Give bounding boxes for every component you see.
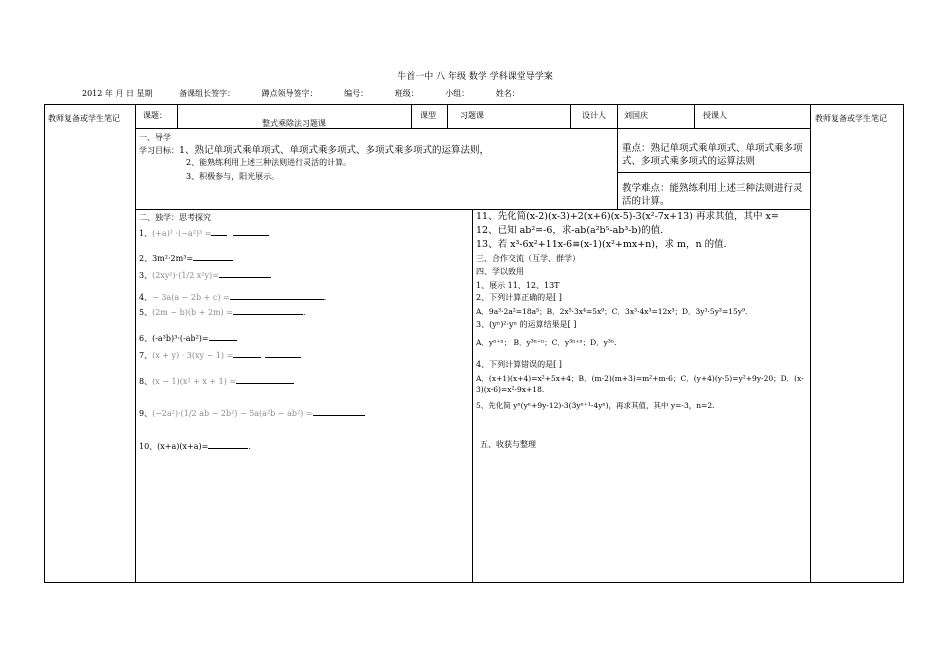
q3-blank[interactable] <box>219 277 271 278</box>
grid-line <box>694 104 695 128</box>
goal-row-1 <box>139 144 489 157</box>
grid-line <box>810 104 811 583</box>
q1-blank-a[interactable] <box>211 235 227 236</box>
q10-text: 10、(x+a)(x+a)= <box>139 442 209 451</box>
q9-blank[interactable] <box>313 415 365 416</box>
q2 <box>139 253 233 264</box>
q4-blank[interactable] <box>230 299 324 300</box>
goal-3: 3、积极参与，阳光展示。 <box>186 172 280 181</box>
q1 <box>139 228 269 239</box>
designer-label: 设计人 <box>582 111 606 120</box>
meta-name: 姓名： <box>495 89 520 98</box>
q6-text: 6、(-a³b)³·(-ab²)= <box>139 334 209 343</box>
mc-correct-options: A．9a³·2a²=18a⁵；B．2x⁵·3x⁴=5x⁹；C．3x³·4x³=12x³；D．3y³·5y³=15y⁹. <box>476 307 748 316</box>
mc-power-stem: 3、(yⁿ)²·yⁿ 的运算结果是[ ] <box>476 320 577 329</box>
meta-date: 2012 年 月 日 星期 <box>82 89 153 98</box>
q3-expression: (2xy²)·(1/2 x²y)= <box>152 271 219 280</box>
section-4-heading: 四、学以致用 <box>476 267 524 276</box>
type-label: 课型 <box>420 111 436 120</box>
q5-number: 5、 <box>139 308 153 317</box>
teacher-label: 授课人 <box>703 111 727 120</box>
mc-wrong-stem: 4、下列计算错误的是[ ] <box>476 360 562 369</box>
q4-expression: − 3a(a − 2b + c) = <box>152 293 230 302</box>
grid-line <box>447 104 448 128</box>
goal-label: 学习目标： <box>139 146 179 155</box>
meta-group-leader: 备课组长签字： <box>179 89 236 98</box>
q3-number: 3、 <box>139 271 153 280</box>
header-meta-row <box>82 88 544 99</box>
q10 <box>139 441 251 452</box>
mc-correct-stem: 2、下列计算正确的是[ ] <box>476 293 562 302</box>
q4: 4、− 3a(a − 2b + c) = . <box>139 293 327 302</box>
q8-expression: (x − 1)(x² + x + 1) = <box>152 377 237 386</box>
section-5-heading: 五、收获与整理 <box>480 440 536 449</box>
q8-blank[interactable] <box>236 383 294 384</box>
q1-expression: (+a)² ·(−a²)³ = <box>152 229 212 238</box>
guide-heading: 一、导学 <box>139 133 171 142</box>
q8 <box>139 376 294 387</box>
meta-group: 小组： <box>445 89 470 98</box>
independent-heading: 二、独学：思考探究 <box>139 213 211 222</box>
q7-number: 7、 <box>139 351 153 360</box>
meta-class: 班级： <box>394 89 419 98</box>
goal-2: 2、能熟练利用上述三种法则进行灵活的计算。 <box>186 158 352 167</box>
type-value: 习题课 <box>460 111 484 120</box>
topic-label: 课题： <box>143 111 167 120</box>
section-3-heading: 三、合作交流（互学、群学） <box>476 254 580 263</box>
q7-expression: (x + y) · 3(xy − 1) = <box>152 351 234 360</box>
q3 <box>139 270 271 281</box>
left-notes-label: 教师复备或学生笔记 <box>48 114 120 123</box>
grid-line <box>472 209 473 583</box>
q1-blank-b[interactable] <box>233 235 269 236</box>
q2-blank[interactable] <box>193 260 233 261</box>
q7-blank-a[interactable] <box>233 357 261 358</box>
mc-wrong-options: A．(x+1)(x+4)=x²+5x+4；B．(m-2)(m+3)=m²+m-6；C．(y+4)(y-5)=y²+9y-20；D．(x-3)(x-6)=x²-9x+18. <box>476 374 804 394</box>
meta-supervisor: 蹲点领导签字： <box>261 89 318 98</box>
grid-line <box>617 104 618 209</box>
goal-1: 1、熟记单项式乘单项式、单项式乘多项式、多项式乘多项式的运算法则， <box>179 145 490 156</box>
q12: 12、已知 ab²=-6，求-ab(a²b⁵-ab³-b)的值. <box>476 225 664 236</box>
q2-text: 2、3m²·2m³= <box>139 254 194 263</box>
grid-line <box>135 128 810 129</box>
q8-number: 8、 <box>139 377 153 386</box>
difficulty: 教学难点：能熟练利用上述三种法则进行灵活的计算。 <box>622 183 803 207</box>
document-title: 牛首一中 八 年级 数学 学科课堂导学案 <box>397 72 553 82</box>
q5-expression: (2m − b)(b + 2m) = <box>152 308 233 317</box>
q1-number: 1、 <box>139 229 153 238</box>
q10-tail: . <box>248 442 251 451</box>
q9-expression: (−2a²)·(1/2 ab − 2b²) − 5a(a²b − ab²) = <box>152 409 313 418</box>
designer-value: 刘国庆 <box>624 111 648 120</box>
q5-blank[interactable] <box>233 314 303 315</box>
grid-line <box>570 104 571 128</box>
right-notes-label: 教师复备或学生笔记 <box>815 114 887 123</box>
q7-blank-b[interactable] <box>265 357 301 358</box>
q6-blank[interactable] <box>209 340 237 341</box>
mc-power-options: A．yⁿ⁺ⁿ； B．y³ⁿ⁺ⁿ；C．y³ⁿ⁺ⁿ；D．y³ⁿ. <box>476 338 617 347</box>
grid-line <box>135 104 136 583</box>
q9 <box>139 408 365 419</box>
q4-number: 4、 <box>139 293 153 302</box>
q13: 13、若 x³-6x²+11x-6≡(x-1)(x²+mx+n)，求 m，n 的值. <box>476 239 727 250</box>
q10-blank[interactable] <box>208 448 248 449</box>
grid-line <box>411 104 412 128</box>
q11: 11、先化简(x-2)(x-3)+2(x+6)(x-5)-3(x²-7x+13) 再求其值，其中 x= <box>476 211 779 222</box>
topic-value: 整式乘除法习题课 <box>262 119 326 128</box>
key-point: 重点：熟记单项式乘单项式、单项式乘多项式、多项式乘多项式的运算法则 <box>622 143 803 167</box>
grid-line <box>177 104 178 128</box>
q9-number: 9、 <box>139 409 153 418</box>
q7 <box>139 350 301 361</box>
simplify-question: 5、先化简 yⁿ(yⁿ+9y-12)-3(3yⁿ⁺¹-4yⁿ)，再求其值，其中 y=-3，n=2. <box>476 401 715 410</box>
grid-line <box>617 172 810 173</box>
q6 <box>139 333 237 344</box>
q5: 5、(2m − b)(b + 2m) = . <box>139 308 306 317</box>
show-tasks: 1、展示 11、12、13T <box>476 281 560 290</box>
meta-number: 编号： <box>344 89 369 98</box>
